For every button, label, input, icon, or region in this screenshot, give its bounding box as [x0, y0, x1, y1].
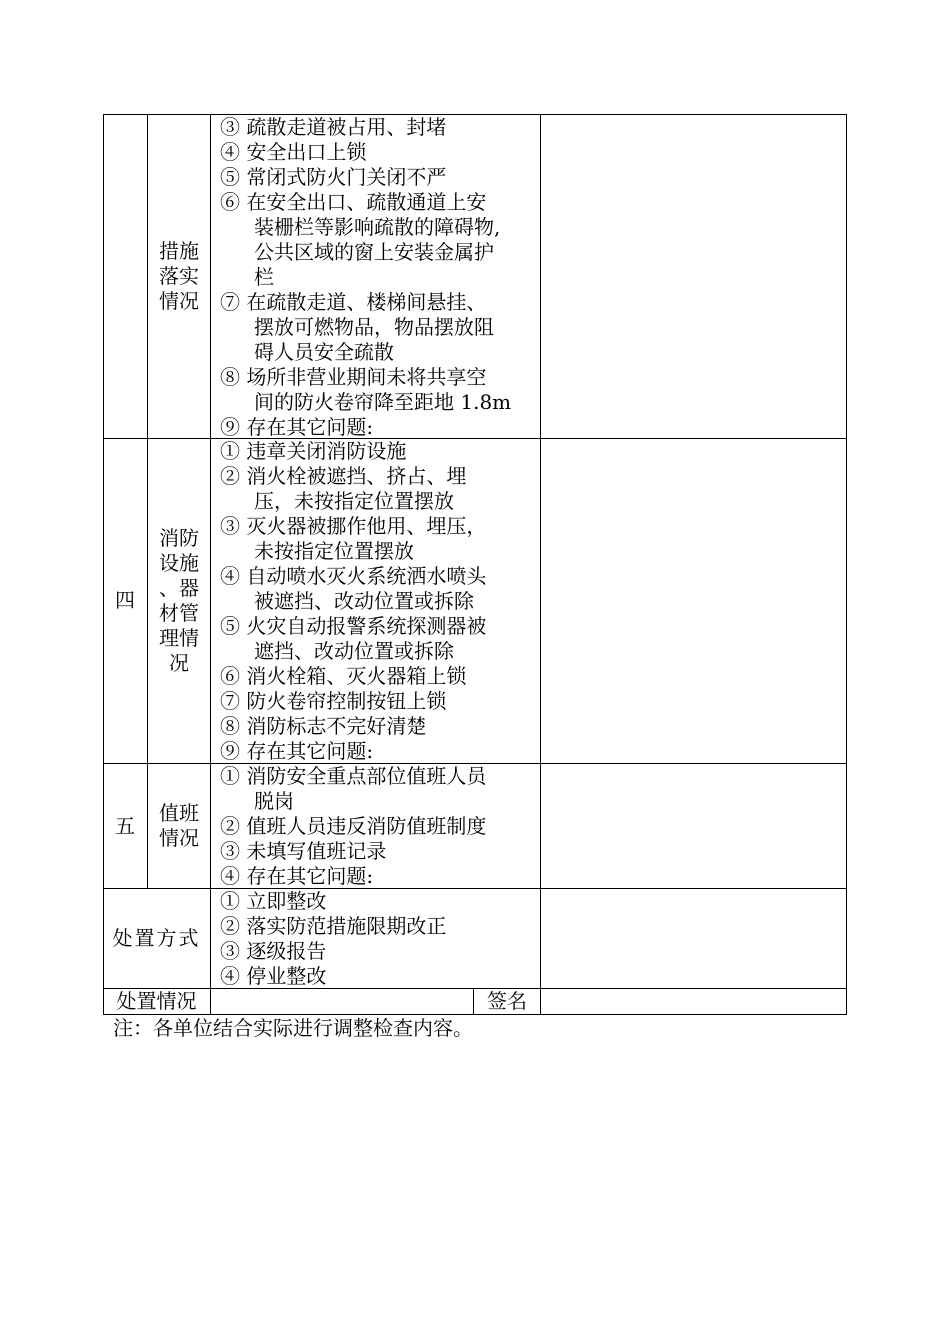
- title-line: 设施: [159, 551, 199, 575]
- check-item: ⑨ 存在其它问题:: [220, 739, 374, 763]
- section-title-facilities: [148, 526, 210, 676]
- table-border-bottom: [103, 1014, 847, 1015]
- title-line: 情况: [159, 826, 199, 850]
- check-item: ② 落实防范措施限期改正: [220, 914, 447, 938]
- check-item: ① 消防安全重点部位值班人员 脱岗: [220, 764, 487, 813]
- section-title-duty: [148, 801, 210, 851]
- check-item: ③ 灭火器被挪作他用、埋压， 未按指定位置摆放: [220, 514, 487, 563]
- table-border-right: [846, 114, 847, 1015]
- check-item: ⑤ 常闭式防火门关闭不严: [220, 165, 447, 189]
- title-line: 情况: [159, 289, 199, 313]
- check-item: ② 值班人员违反消防值班制度: [220, 814, 487, 838]
- checklist-duty: [220, 764, 486, 889]
- signature-label: 签名: [487, 989, 527, 1013]
- check-item: ⑥ 在安全出口、疏散通道上安 装栅栏等影响疏散的障碍物, 公共区域的窗上安装金属护 栏: [220, 190, 501, 289]
- check-item: ④ 自动喷水灭火系统洒水喷头 被遮挡、改动位置或拆除: [220, 564, 487, 613]
- check-item: ⑤ 火灾自动报警系统探测器被 遮挡、改动位置或拆除: [220, 614, 487, 663]
- disposal-label: 处置方式: [112, 926, 201, 950]
- check-item: ③ 未填写值班记录: [220, 839, 387, 863]
- check-item: ④ 安全出口上锁: [220, 140, 367, 164]
- check-item: ⑧ 场所非营业期间未将共享空 间的防火卷帘降至距地 1.8m: [220, 365, 512, 414]
- title-line: 理情: [159, 626, 199, 650]
- check-item: ③ 逐级报告: [220, 939, 327, 963]
- check-item: ③ 疏散走道被占用、封堵: [220, 115, 447, 139]
- check-item: ⑦ 防火卷帘控制按钮上锁: [220, 689, 447, 713]
- title-line: 值班: [159, 801, 199, 825]
- checklist-disposal: [220, 889, 446, 989]
- status-label: 处置情况: [116, 989, 197, 1013]
- section-title-measures: [148, 239, 210, 314]
- check-item: ④ 停业整改: [220, 964, 327, 988]
- title-line: 况: [169, 651, 189, 675]
- check-item: ⑧ 消防标志不完好清楚: [220, 714, 427, 738]
- title-line: 落实: [159, 264, 199, 288]
- checklist-facilities: [220, 439, 486, 764]
- footnote: 注：各单位结合实际进行调整检查内容。: [113, 1016, 473, 1040]
- check-item: ⑨ 存在其它问题:: [220, 415, 374, 439]
- check-item: ④ 存在其它问题:: [220, 864, 374, 888]
- table-border-left: [103, 114, 104, 1015]
- checklist-measures: [220, 115, 511, 440]
- title-line: 、器: [159, 576, 199, 600]
- col-divider-items: [210, 114, 211, 1015]
- col-divider-result: [540, 114, 541, 1015]
- title-line: 措施: [159, 239, 199, 263]
- check-item: ① 违章关闭消防设施: [220, 439, 407, 463]
- section-number-five: 五: [115, 814, 135, 838]
- title-line: 材管: [159, 601, 199, 625]
- check-item: ① 立即整改: [220, 889, 327, 913]
- check-item: ⑦ 在疏散走道、楼梯间悬挂、 摆放可燃物品，物品摆放阻 碍人员安全疏散: [220, 290, 494, 364]
- check-item: ⑥ 消火栓箱、灭火器箱上锁: [220, 664, 467, 688]
- col-divider-number: [147, 114, 148, 889]
- title-line: 消防: [159, 526, 199, 550]
- check-item: ② 消火栓被遮挡、挤占、埋 压，未按指定位置摆放: [220, 464, 467, 513]
- section-number-four: 四: [115, 588, 135, 612]
